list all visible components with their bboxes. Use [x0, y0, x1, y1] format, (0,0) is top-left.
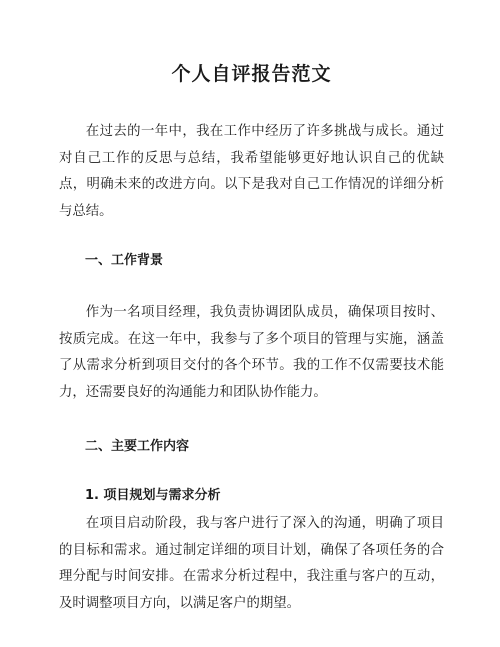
- intro-paragraph: 在过去的一年中，我在工作中经历了许多挑战与成长。通过对自己工作的反思与总结，我希望能够更好地认识自己的优缺点，明确未来的改进方向。以下是我对自己工作情况的详细分析与总结。: [59, 124, 444, 219]
- section-heading-main-work: 二、主要工作内容: [85, 439, 190, 454]
- planning-paragraph: 在项目启动阶段，我与客户进行了深入的沟通，明确了项目的目标和需求。通过制定详细的项目计划，确保了各项任务的合理分配与时间安排。在需求分析过程中，我注重与客户的互动，及时调整项目方向，以满足客户的期望。: [59, 516, 444, 611]
- document-title: 个人自评报告范文: [171, 63, 332, 85]
- work-background-paragraph: 作为一名项目经理，我负责协调团队成员，确保项目按时、按质完成。在这一年中，我参与了多个项目的管理与实施，涵盖了从需求分析到项目交付的各个环节。我的工作不仅需要技术能力，还需要良好的沟通能力和团队协作能力。: [59, 305, 444, 400]
- section-heading-work-background: 一、工作背景: [85, 253, 164, 268]
- subsection-heading-planning: 1. 项目规划与需求分析: [85, 488, 221, 503]
